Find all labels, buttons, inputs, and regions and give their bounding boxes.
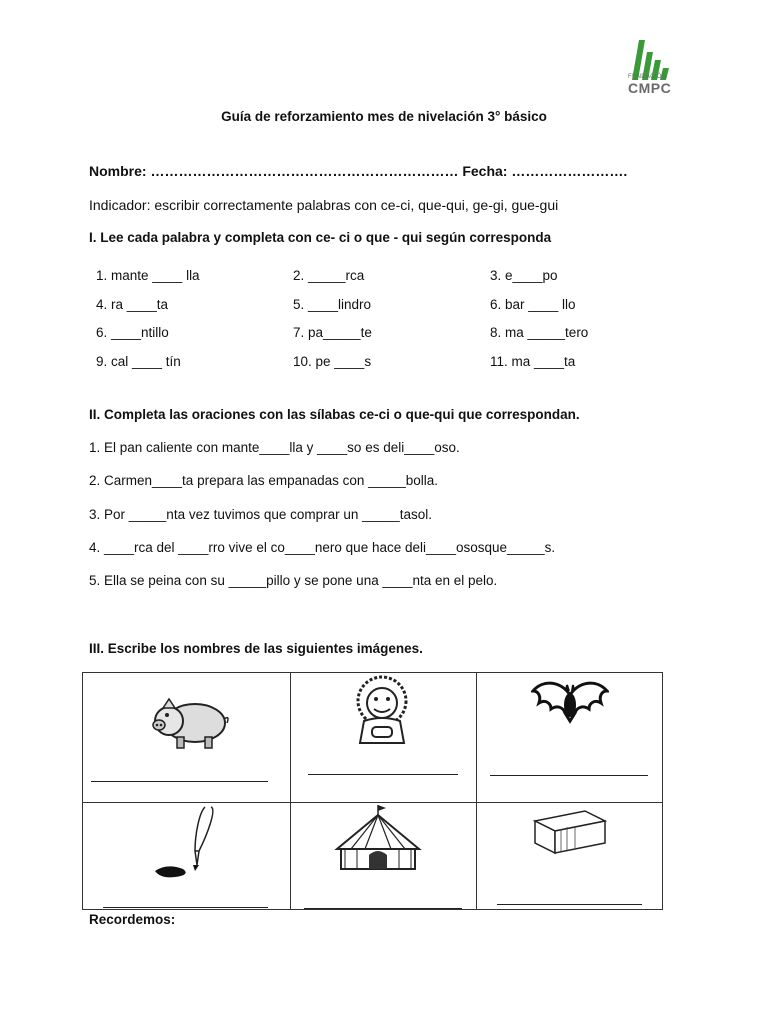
bat-icon [531,677,609,727]
page-title: Guía de reforzamiento mes de nivelación 3° básico [221,109,547,124]
paintbrush-icon [143,805,223,881]
pig-icon [149,695,229,751]
word-item: 11. ma ____ta [490,353,576,369]
sentence-3: 3. Por _____nta vez tuvimos que comprar un _____tasol. [89,507,432,522]
circus-tent-icon [331,803,425,873]
word-item: 5. ____lindro [293,296,372,312]
word-item: 6. bar ____ llo [490,296,576,312]
eskimo-icon [346,675,418,747]
logo-name: CMPC [628,80,672,96]
section-2-heading: II. Completa las oraciones con las sílabas ce-ci o que-qui que correspondan. [89,407,580,422]
name-date-line: Nombre: ………………………………………………………… Fecha: ……………………. [89,163,628,179]
word-item: 8. ma _____tero [490,325,589,341]
indicator-text: Indicador: escribir correctamente palabras con ce-ci, que-qui, ge-gi, gue-gui [89,197,559,213]
sentence-2: 2. Carmen____ta prepara las empanadas con _____bolla. [89,473,438,488]
word-item: 6. ____ntillo [96,325,169,341]
recordemos-heading: Recordemos: [89,912,176,927]
sentence-5: 5. Ella se peina con su _____pillo y se pone una ____nta en el pelo. [89,573,498,588]
word-item: 2. _____rca [293,267,365,283]
word-item: 3. e____po [490,267,558,283]
word-item: 1. mante ____ lla [96,267,200,283]
image-grid [82,672,663,910]
section-1-heading: I. Lee cada palabra y completa con ce- ci o que - qui según corresponda [89,230,552,245]
word-row [96,290,588,319]
word-table [96,261,588,376]
logo-subtitle: FUNDACIÓN [628,74,667,80]
sentence-4: 4. ____rca del ____rro vive el co____nero que hace deli____ososque_____s. [89,540,556,555]
word-item: 9. cal ____ tín [96,353,181,369]
word-item: 10. pe ____s [293,353,372,369]
word-row [96,347,588,376]
word-item: 7. pa_____te [293,325,372,341]
word-row [96,261,588,290]
section-3-heading: III. Escribe los nombres de las siguientes imágenes. [89,641,423,656]
box-icon [531,807,609,855]
word-item: 4. ra ____ta [96,296,169,312]
word-row [96,318,588,347]
sentence-1: 1. El pan caliente con mante____lla y ____so es deli____oso. [89,440,460,455]
